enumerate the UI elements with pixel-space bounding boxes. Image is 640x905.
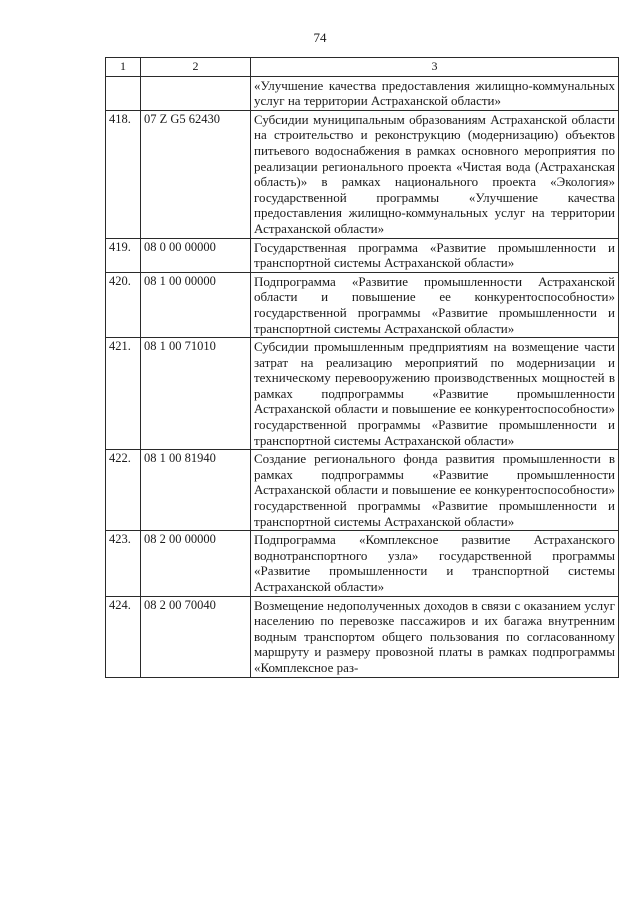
table-row — [106, 338, 619, 450]
row-description: Подпрограмма «Развитие промышленности Астраханской области и повышение ее конкурентоспособности» государственной программы «Развитие промышленности и транспортной системы Астраханской области» — [251, 272, 619, 337]
row-number — [106, 76, 141, 110]
row-code: 08 2 00 00000 — [141, 531, 251, 596]
row-number: 420. — [106, 272, 141, 337]
row-code: 07 Z G5 62430 — [141, 110, 251, 238]
row-description: Возмещение недополученных доходов в связи с оказанием услуг населению по перевозке пассажиров и их багажа внутренним водным транспортом общего пользования по согласованному маршруту и размеру провозной платы в рамках подпрограммы «Комплексное раз- — [251, 596, 619, 677]
row-description: Субсидии промышленным предприятиям на возмещение части затрат на реализацию мероприятий по модернизации и техническому перевооружению производственных мощностей в рамках подпрограммы «Развитие промышленности Астраханской области и повышение ее конкурентоспособности» государственной программы «Развитие промышленности и транспортной системы Астраханской области» — [251, 338, 619, 450]
row-code: 08 0 00 00000 — [141, 238, 251, 272]
row-number: 423. — [106, 531, 141, 596]
budget-classification-table — [105, 57, 619, 678]
column-header-3: 3 — [251, 58, 619, 77]
table-row — [106, 450, 619, 531]
row-code: 08 1 00 81940 — [141, 450, 251, 531]
row-description: Государственная программа «Развитие промышленности и транспортной системы Астраханской области» — [251, 238, 619, 272]
page-number: 74 — [313, 30, 327, 45]
row-number: 422. — [106, 450, 141, 531]
table-row — [106, 272, 619, 337]
row-code — [141, 76, 251, 110]
row-code: 08 1 00 00000 — [141, 272, 251, 337]
table-row — [106, 596, 619, 677]
row-code: 08 2 00 70040 — [141, 596, 251, 677]
row-number: 419. — [106, 238, 141, 272]
column-header-2: 2 — [141, 58, 251, 77]
table-row — [106, 238, 619, 272]
row-code: 08 1 00 71010 — [141, 338, 251, 450]
row-number: 421. — [106, 338, 141, 450]
row-description: «Улучшение качества предоставления жилищно-коммунальных услуг на территории Астраханской области» — [251, 76, 619, 110]
row-number: 418. — [106, 110, 141, 238]
table-header-row — [106, 58, 619, 77]
row-description: Создание регионального фонда развития промышленности в рамках подпрограммы «Развитие промышленности Астраханской области и повышение ее конкурентоспособности» государственной программы «Развитие промышленности и транспортной системы Астраханской области» — [251, 450, 619, 531]
table-row — [106, 110, 619, 238]
row-description: Субсидии муниципальным образованиям Астраханской области на строительство и реконструкцию (модернизацию) объектов питьевого водоснабжения в рамках основного мероприятия по реализации регионального проекта «Чистая вода (Астраханская область)» в рамках национального проекта «Экология» государственной программы «Улучшение качества предоставления жилищно-коммунальных услуг на территории Астраханской области» — [251, 110, 619, 238]
column-header-1: 1 — [106, 58, 141, 77]
continuation-row — [106, 76, 619, 110]
table-row — [106, 531, 619, 596]
row-description: Подпрограмма «Комплексное развитие Астраханского воднотранспортного узла» государственной программы «Развитие промышленности и транспортной системы Астраханской области» — [251, 531, 619, 596]
row-number: 424. — [106, 596, 141, 677]
